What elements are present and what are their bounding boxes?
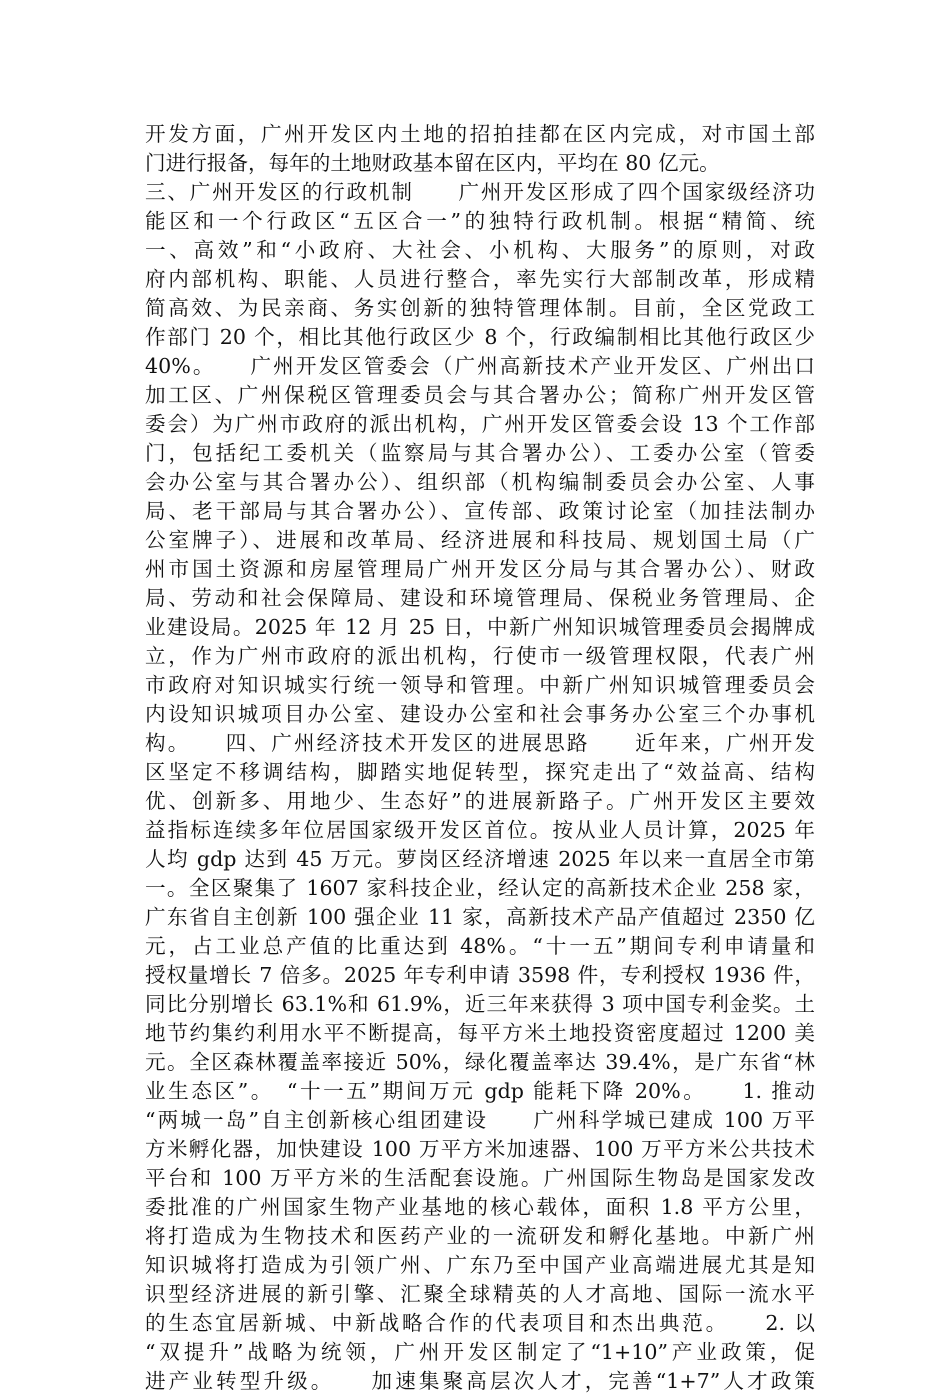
text-line: 门，包括纪工委机关（监察局与其合署办公）、工委办公室（管委: [145, 441, 815, 465]
text-line: 一。全区聚集了 1607 家科技企业，经认定的高新技术企业 258 家，: [145, 876, 815, 900]
text-line: 一、高效”和“小政府、大社会、小机构、大服务”的原则，对政: [145, 238, 815, 262]
text-line: 广东省自主创新 100 强企业 11 家，高新技术产品产值超过 2350 亿: [145, 905, 815, 929]
text-line: 简高效、为民亲商、务实创新的独特管理体制。目前，全区党政工: [145, 296, 815, 320]
text-line: 优、创新多、用地少、生态好”的进展新路子。广州开发区主要效: [145, 789, 815, 813]
text-line: 市政府对知识城实行统一领导和管理。中新广州知识城管理委员会: [145, 673, 815, 697]
text-line: 方米孵化器，加快建设 100 万平方米加速器、100 万平方米公共技术: [145, 1137, 815, 1161]
text-line: 的生态宜居新城、中新战略合作的代表项目和杰出典范。 2. 以: [145, 1311, 815, 1335]
text-line: 开发方面，广州开发区内土地的招拍挂都在区内完成，对市国土部: [145, 122, 815, 146]
text-line: 委批准的广州国家生物产业基地的核心载体，面积 1.8 平方公里，: [145, 1195, 815, 1219]
text-line: 府内部机构、职能、人员进行整合，率先实行大部制改革，形成精: [145, 267, 815, 291]
text-line: 人均 gdp 达到 45 万元。萝岗区经济增速 2025 年以来一直居全市第: [145, 847, 815, 871]
text-line: 同比分别增长 63.1%和 61.9%，近三年来获得 3 项中国专利金奖。土: [145, 992, 815, 1016]
text-line: 识型经济进展的新引擎、汇聚全球精英的人才高地、国际一流水平: [145, 1282, 815, 1306]
text-line: 业生态区”。 “十一五”期间万元 gdp 能耗下降 20%。 1. 推动: [145, 1079, 815, 1103]
text-line: 局、劳动和社会保障局、建设和环境管理局、保税业务管理局、企: [145, 586, 815, 610]
text-line: 内设知识城项目办公室、建设办公室和社会事务办公室三个办事机: [145, 702, 815, 726]
text-line: 授权量增长 7 倍多。2025 年专利申请 3598 件，专利授权 1936 件，: [145, 963, 815, 987]
text-line: 加工区、广州保税区管理委员会与其合署办公；简称广州开发区管: [145, 383, 815, 407]
text-line: 能区和一个行政区“五区合一”的独特行政机制。根据“精简、统: [145, 209, 815, 233]
text-line: 委会）为广州市政府的派出机构，广州开发区管委会设 13 个工作部: [145, 412, 815, 436]
text-line: 地节约集约利用水平不断提高，每平方米土地投资密度超过 1200 美: [145, 1021, 815, 1045]
text-line: 公室牌子）、进展和改革局、经济进展和科技局、规划国土局（广: [145, 528, 815, 552]
text-line: 构。 四、广州经济技术开发区的进展思路 近年来，广州开发: [145, 731, 815, 755]
text-line: 益指标连续多年位居国家级开发区首位。按从业人员计算，2025 年: [145, 818, 815, 842]
body-text: [145, 120, 815, 1396]
text-line: 局、老干部局与其合署办公）、宣传部、政策讨论室（加挂法制办: [145, 499, 815, 523]
text-line: “两城一岛”自主创新核心组团建设 广州科学城已建成 100 万平: [145, 1108, 815, 1132]
text-line: “双提升”战略为统领，广州开发区制定了“1+10”产业政策，促: [145, 1340, 815, 1364]
text-line: 元，占工业总产值的比重达到 48%。“十一五”期间专利申请量和: [145, 934, 815, 958]
text-line: 将打造成为生物技术和医药产业的一流研发和孵化基地。中新广州: [145, 1224, 815, 1248]
text-line: 元。全区森林覆盖率接近 50%，绿化覆盖率达 39.4%，是广东省“林: [145, 1050, 815, 1074]
text-line: 立，作为广州市政府的派出机构，行使市一级管理权限，代表广州: [145, 644, 815, 668]
text-line: 平台和 100 万平方米的生活配套设施。广州国际生物岛是国家发改: [145, 1166, 815, 1190]
text-line: 进产业转型升级。 加速集聚高层次人才，完善“1+7”人才政策: [145, 1369, 815, 1393]
text-line: 会办公室与其合署办公）、组织部（机构编制委员会办公室、人事: [145, 470, 815, 494]
text-line: 知识城将打造成为引领广州、广东乃至中国产业高端进展尤其是知: [145, 1253, 815, 1277]
text-line: 州市国土资源和房屋管理局广州开发区分局与其合署办公）、财政: [145, 557, 815, 581]
text-line: 40%。 广州开发区管委会（广州高新技术产业开发区、广州出口: [145, 354, 815, 378]
text-line: 三、广州开发区的行政机制 广州开发区形成了四个国家级经济功: [145, 180, 815, 204]
text-line: 业建设局。2025 年 12 月 25 日，中新广州知识城管理委员会揭牌成: [145, 615, 815, 639]
text-line: 门进行报备，每年的土地财政基本留在区内，平均在 80 亿元。: [145, 151, 720, 175]
text-line: 作部门 20 个，相比其他行政区少 8 个，行政编制相比其他行政区少: [145, 325, 815, 349]
text-line: 区坚定不移调结构，脚踏实地促转型，探究走出了“效益高、结构: [145, 760, 815, 784]
